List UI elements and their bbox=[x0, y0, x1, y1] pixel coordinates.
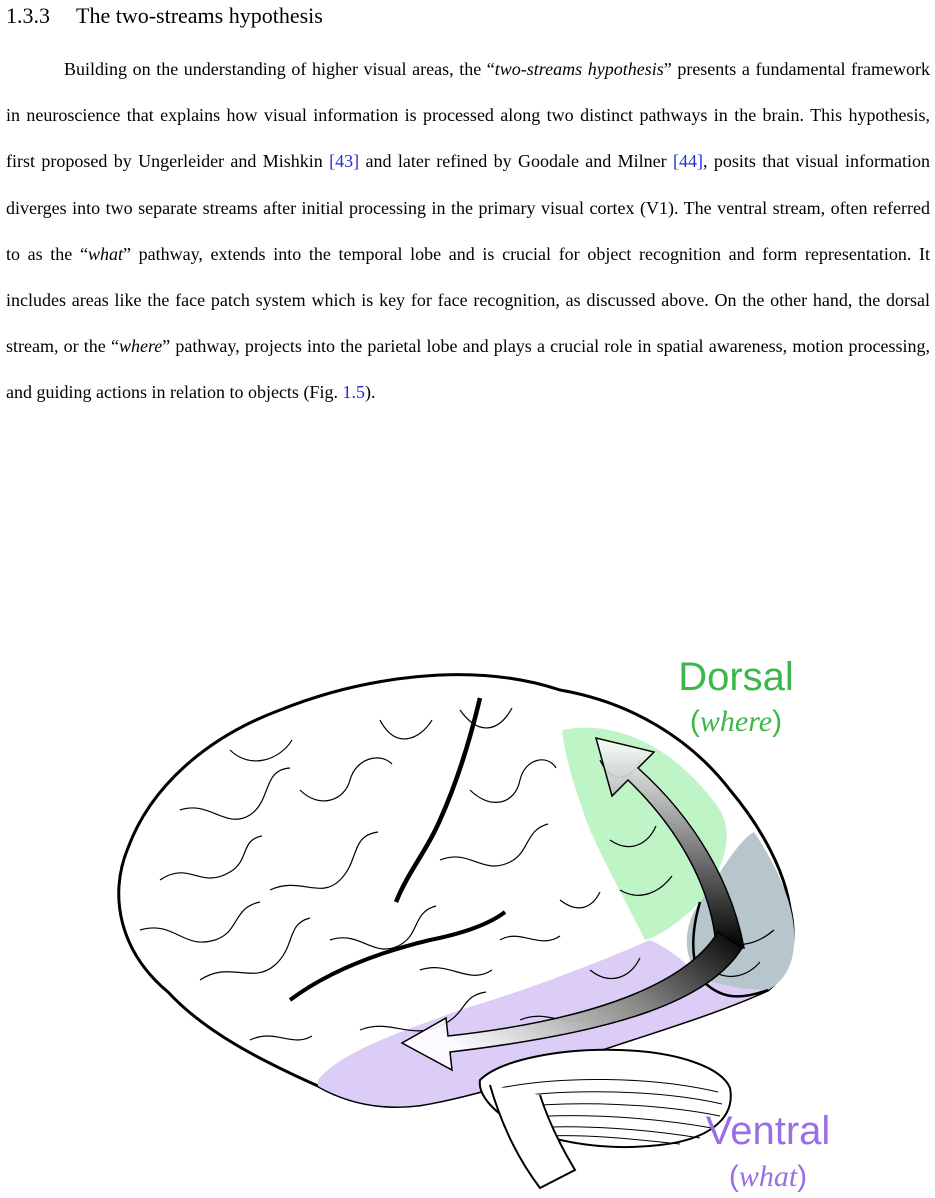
section-title: The two-streams hypothesis bbox=[76, 3, 323, 28]
term-where: where bbox=[118, 336, 163, 357]
dorsal-sublabel: (where) bbox=[689, 705, 783, 738]
dorsal-label: Dorsal bbox=[678, 655, 794, 699]
brain-figure bbox=[0, 640, 935, 1198]
text-run: and later refined by Goodale and Milner bbox=[359, 151, 674, 172]
text-run: , posits that visual information diverges into two separate streams after initial processing in the primary visual cortex (V1). The ventral stream, often referred to as the “ bbox=[6, 151, 930, 264]
body-paragraph bbox=[6, 46, 930, 416]
term-what: what bbox=[87, 243, 123, 264]
section-number: 1.3.3 bbox=[6, 3, 50, 28]
text-run: ” pathway, projects into the parietal lobe and plays a crucial role in spatial awareness, motion processing, and guiding actions in relation to objects (Fig. bbox=[6, 336, 930, 403]
section-heading bbox=[6, 3, 323, 29]
citation-44[interactable]: [44] bbox=[673, 151, 704, 172]
ventral-label: Ventral bbox=[705, 1109, 831, 1153]
text-run: ). bbox=[364, 382, 376, 403]
citation-43[interactable]: [43] bbox=[329, 151, 360, 172]
ventral-sublabel: (what) bbox=[728, 1160, 808, 1193]
figure-reference[interactable]: 1.5 bbox=[342, 382, 365, 403]
text-run: ” presents a fundamental framework in neuroscience that explains how visual information is processed along two distinct pathways in the brain. This hypothesis, first proposed by Ungerleider and Mishkin bbox=[6, 59, 931, 172]
text-run: ” pathway, extends into the temporal lobe and is crucial for object recognition and form representation. It includes areas like the face patch system which is key for face recognition, as discussed above. On the other hand, the dorsal stream, or the “ bbox=[6, 243, 930, 357]
term-two-streams: two-streams hypothesis bbox=[494, 59, 664, 79]
text-run: Building on the understanding of higher visual areas, the “ bbox=[64, 59, 495, 79]
